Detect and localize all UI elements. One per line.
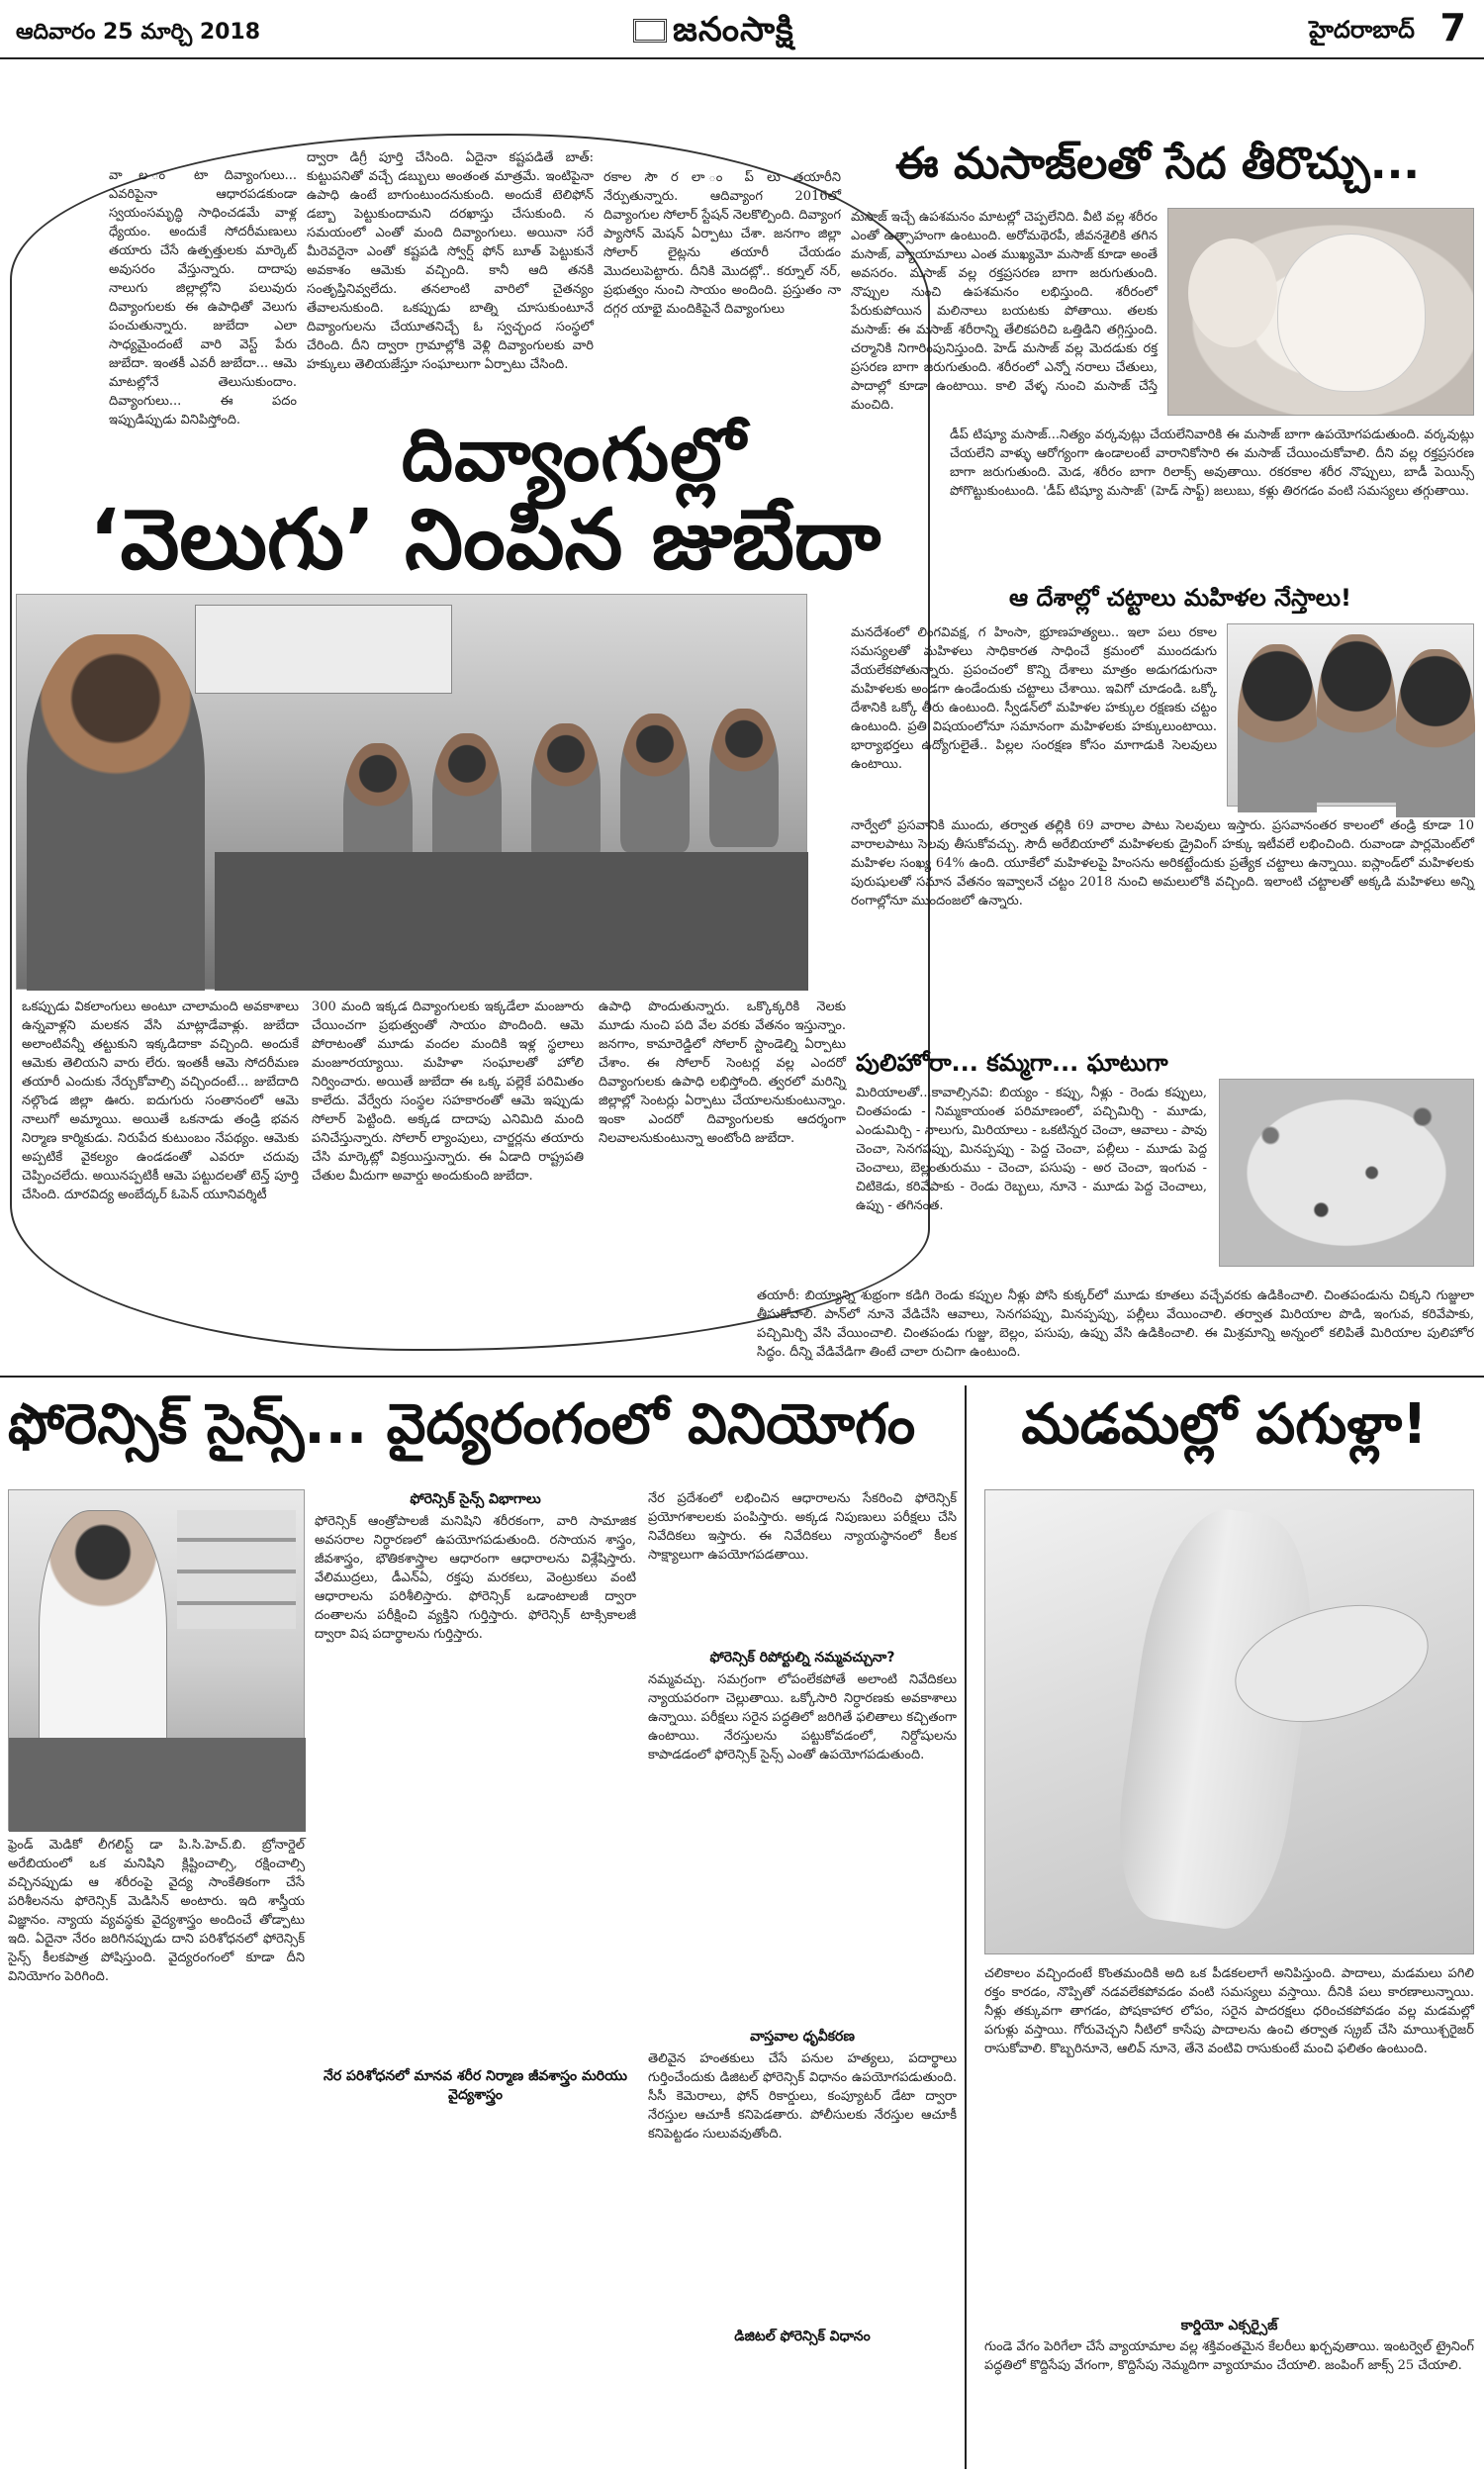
forensic-lab-photo [8,1489,305,1831]
edition-city: హైదరాబాద్ [1309,16,1415,44]
divyang-headline-line2: ‘వెలుగు’ నింపిన జుబేదా [88,491,881,588]
women-laws-headline: ఆ దేశాల్లో చట్టాలు మహిళల నేస్తాలు! [1009,584,1351,612]
forensic-col2 [315,1489,636,2469]
masthead-title: జనంసాక్షి [673,10,794,49]
pulihora-headline: పులిహోరా... కమ్మగా... ఘాటుగా [856,1049,1168,1077]
divyang-text-col6: ఉపాధి పొందుతున్నారు. ఒక్కొక్కరికి నెలకు మూడు నుంచి పది వేల వరకు వేతనం ఇస్తున్నాం. జనగాం, కామారెడ్డిలో సోలార్ స్టాండెల్ని ఏర్పాటు చేశాం. ఈ సోలార్ సెంటర్ల వల్ల ఎందరో దివ్యాంగులకు ఉపాధి లభిస్తోంది. త్వరలో మరిన్ని జిల్లాల్లో సెంటర్లు ఏర్పాటు చేయాలనుకుంటున్నాం. ఇంకా ఎందరో దివ్యాంగులకు ఆదర్శంగా నిలవాలనుకుంటున్నా అంటోంది జుబేదా. [599,1000,846,1146]
women-photo [1227,623,1474,807]
forensic-text-col3: నేర ప్రదేశంలో లభించిన ఆధారాలను సేకరించి ఫోరెన్సిక్ ప్రయోగశాలలకు పంపిస్తారు. అక్కడ నిపుణులు పరీక్షలు చేసి నివేదికలు ఇస్తారు. ఈ నివేదికలు న్యాయస్థానంలో కీలక సాక్ష్యాలుగా ఉపయోగపడతాయి. [648,1491,957,1563]
massage-text-1: మసాజ్ ఇచ్చే ఉపశమనం మాటల్లో చెప్పలేనిది. వీటి వల్ల శరీరం ఎంతో ఉత్సాహంగా ఉంటుంది. అరోమథెరపీ, జీవనశైలికి తగిన మసాజ్, వ్యాయామాలు ఎంత ముఖ్యమో మసాజ్ కూడా అంతే అవసరం. మసాజ్ వల్ల రక్తప్రసరణ బాగా జరుగుతుంది. నొప్పుల నుంచి ఉపశమనం లభిస్తుంది. శరీరంలో పేరుకుపోయిన మలినాలు బయటకు పోతాయి. తలకు మసాజ్: ఈ మసాజ్ శరీరాన్ని తేలికపరిచి ఒత్తిడిని తగ్గిస్తుంది. చర్మానికి నిగారింపునిస్తుంది. హెడ్ మసాజ్ వల్ల మెదడుకు రక్త ప్రసరణ బాగా జరుగుతుంది. శరీరంలో ఎన్నో నరాలు చేతులు, పాదాల్లో కూడా ఉంటాయి. కాలి వేళ్ళ నుంచి మసాజ్ చేస్తే మంచిది. [851,210,1158,413]
women-laws-text-1: మనదేశంలో లింగవివక్ష, గ హింసా, భ్రూణహత్యలు.. ఇలా పలు రకాల సమస్యలతో మహిళలు సాధికారత సాధించే క్రమంలో ముందడుగు వేయలేకపోతున్నారు. ప్రపంచంలో కొన్ని దేశాలు మాత్రం అడుగడుగునా మహిళలకు అండగా ఉండేందుకు చట్టాలు చేశాయి. ఇవిగో చూడండి. ఒక్కో దేశానికి ఒక్కో తీరు ఉంటుంది. స్వీడన్‌లో మహిళల హక్కుల రక్షణకు చట్టం ఉంటుంది. ప్రతి విషయంలోనూ సమానంగా మహిళలకు హక్కులుంటాయి. భార్యాభర్తలు ఉద్యోగులైతే.. పిల్లల సంరక్షణ కోసం మాగాడుకి సెలవులు ఉంటాయి. [851,625,1217,772]
divyang-text-col5: 300 మంది ఇక్కడ దివ్యాంగులకు ఇక్కడేలా మంజూరు చేయించగా ప్రభుత్వంతో సాయం పొందింది. ఆమె పోరాటంతో మూడు వందల మందికి ఇళ్ల స్థలాలు మంజూరయ్యాయి. మహిళా సంఘాలతో హోలి నిర్వించారు. అయితే జుబేదా ఈ ఒక్క పల్లెకే పరిమితం కాలేదు. వేర్వేరు సంస్థల సహకారంతో ఆమె ఇప్పుడు సోలార్ పెట్టింది. అక్కడ దాదాపు ఎనిమిది మంది పనిచేస్తున్నారు. సోలార్ ల్యాంపులు, చార్జర్లను తయారు చేసి మార్కెట్లో విక్రయిస్తున్నారు. ఈ ఏడాది రాష్ట్రపతి చేతుల మీదుగా అవార్డు అందుకుంది జుబేదా. [312,1000,584,1184]
logo-icon [633,19,667,43]
divyang-text-col3: రకాల సౌ ర లా ం ప్ లు తయారీని నేర్పుతున్నారు. ఆదివ్యాంగ 2016లో దివ్యాంగుల సోలార్ స్టేషన్ నెలకొల్పింది. దివ్యాంగ ప్యాసోన్ మెషన్ ఏర్పాటు చేశా. జనగాం జిల్లా సోలార్ లైట్లను తయారీ చేయడం మొదలుపెట్టారు. దీనికి మొదట్లో.. కర్నూల్ నర్, ప్రభుత్వం నుంచి సాయం అందింది. ప్రస్తుతం నా దగ్గర యాభై మందికిపైనే దివ్యాంగులు [603,170,841,317]
photo-face [1277,234,1426,392]
column-divider [965,1385,967,2469]
photo-worker [432,733,502,872]
photo-shelves [177,1510,296,1629]
feet-text-2: గుండె వేగం పెరిగేలా చేసే వ్యాయామాల వల్ల శక్తివంతమైన కేలరీలు ఖర్చవుతాయి. ఇంటర్వెల్ ట్రైనింగ్ పద్ధతిలో కొద్దిసేపు వేగంగా, కొద్దిసేపు నెమ్మదిగా వ్యాయామం చేయాలి. జంపింగ్ జాక్స్ 25 చేయాలి. [984,2339,1474,2373]
feet-photo [984,1489,1474,1954]
photo-woman-figure [1238,644,1317,812]
photo-hand [1188,238,1277,347]
pulihora-text-2: తయారీ: బియ్యాన్ని శుభ్రంగా కడిగి రెండు కప్పుల నీళ్లు పోసి కుక్కర్‌లో మూడు కూతలు వచ్చేవరకు ఉడికించాలి. చింతపండును చిక్కని గుజ్జులా తీసుకోవాలి. పాన్‌లో నూనె వేడిచేసి ఆవాలు, సెనగపప్పు, మినప్పప్పు, పల్లీలు వేయించాలి. తర్వాత మిరియాల పొడి, ఇంగువ, కరివేపాకు, పచ్చిమిర్చి వేసి వేయించాలి. చింతపండు గుజ్జు, బెల్లం, పసుపు, ఉప్పు వేసి ఉడికించాలి. ఈ మిశ్రమాన్ని అన్నంలో కలిపితే మిరియాల పులిహోర సిద్ధం. దీన్ని వేడివేడిగా తింటే చాలా రుచిగా ఉంటుంది. [757,1288,1474,1360]
forensic-subhead-5: డిజిటల్ ఫోరెన్సిక్ విధానం [734,2329,871,2344]
divyang-text-col1: వా ల ం టా దివ్యాంగులు... ఎవరిపైనా ఆధారపడకుండా స్వయంసమృద్ధి సాధించడమే వాళ్ల ధ్యేయం. అందుకే సోదరీమణులు తయారు చేసే ఉత్పత్తులకు మార్కెట్ అవుసరం వేస్తున్నారు. దాదాపు నాలుగు జిల్లాల్లోని పలువురు దివ్యాంగులకు ఈ ఉపాధితో వెలుగు పంచుతున్నారు. జుబేదా ఎలా సాధ్యమైందంటే వారి వెస్ట్ పేరు జుబేదా. ఇంతకీ ఎవరీ జుబేదా... ఆమె మాటల్లోనే తెలుసుకుందాం. దివ్యాంగులు... ఈ పదం ఇప్పుడిప్పుడు వినిపిస్తోంది. [109,168,297,428]
divyang-text-col2: ద్వారా డిగ్రీ పూర్తి చేసింది. ఏదైనా కష్టపడితే బాత్: కుట్టుపనితో వచ్చే డబ్బులు అంతంత మాత్రమే. ఇంటిపైనా ఉపాధి ఉంటే బాగుంటుందనుకుంది. అందుకే టెలిఫోన్ డబ్బా పెట్టుకుందామని దరఖాస్తు చేసుకుంది. న సమయంలో ఎంతో మంది దివ్యాంగులు. అయినా సరే మీరెవరైనా ఎంతో కష్టపడి స్వోర్ష్ ఫోన్ బూత్ పెట్టుకునే అవకాశం ఆమెకు వచ్చింది. కానీ ఆది తనకి సంతృప్తినివ్వలేదు. తనలాంటి వారిలో చైతన్యం తేవాలనుకుంది. ఒకప్పుడు బాత్ని చూసుకుంటూనే దివ్యాంగులను చేయూతనిచ్చే ఓ స్వచ్ఛంద సంస్థలో చేరింది. దీని ద్వారా గ్రామాల్లోకి వెళ్లి దివ్యాంగులకు వారి హక్కులు తెలియజేస్తూ సంఘాలుగా ఏర్పాటు చేసింది. [307,150,594,372]
forensic-subhead-4: వాస్తవాల ధృవీకరణ [750,2029,855,2045]
forensic-text-col2: ఫోరెన్సిక్ ఆంత్రోపాలజీ మనిషిని శరీరకంగా, వారి సామాజిక అవసరాల నిర్ధారణలో ఉపయోగపడుతుంది. రసాయన శాస్త్రం, జీవశాస్త్రం, భౌతికశాస్త్రాల ఆధారంగా ఆధారాలను విశ్లేషిస్తారు. వేలిముద్రలు, డీఎన్‌ఏ, రక్తపు మరకలు, వెంట్రుకలు వంటి ఆధారాలను పరిశీలిస్తారు. ఫోరెన్సిక్ ఒడాంటాలజీ ద్వారా దంతాలను పరీక్షించి వ్యక్తిని గుర్తిస్తారు. ఫోరెన్సిక్ టాక్సికాలజీ ద్వారా విష పదార్థాలను గుర్తిస్తారు. [315,1514,636,1642]
feet-text-1: చలికాలం వచ్చిందంటే కొంతమందికి అది ఒక పీడకలలాగే అనిపిస్తుంది. పాదాలు, మడమలు పగిలి రక్తం కారడం, నొప్పితో నడవలేకపోవడం వంటి సమస్యలు వస్తాయి. దీనికి పలు కారణాలున్నాయి. నీళ్లు తక్కువగా తాగడం, పోషకాహార లోపం, సరైన పాదరక్షలు ధరించకపోవడం వల్ల మడమల్లో పగుళ్లు వస్తాయి. గోరువెచ్చని నీటిలో కాసేపు పాదాలను ఉంచి తర్వాత స్క్రబ్ చేసి మాయిశ్చరైజర్ రాసుకోవాలి. కొబ్బరినూనె, ఆలివ్ నూనె, తేనె వంటివి రాసుకుంటే మంచి ఫలితం ఉంటుంది. [984,1966,1474,2056]
forensic-subhead-3: ఫోరెన్సిక్ రిపోర్టుల్ని నమ్మవచ్చునా? [709,1650,895,1666]
photo-worker [531,723,601,862]
divyang-text-col4: ఒకప్పుడు వికలాంగులు అంటూ చాలామంది అవకాశాలు ఉన్నవాళ్లని మలకన వేసి మాట్లాడేవాళ్లు. జుబేదా అలాంటివన్నీ తట్టుకుని ఇక్కడిదాకా వచ్చింది. అందుకే ఆమెకు తెలియని వారు లేరు. ఇంతకీ ఆమె సోదరీమణ తయారీ ఎందుకు నేర్చుకోవాల్సి వచ్చిందంటే... జుబేదాది నల్గొండ జిల్లా ఊరు. ఐదుగురు సంతానంలో ఆమె నాలుగో అమ్మాయి. అయితే ఒకనాడు తండ్రి భవన నిర్మాణ కార్మికుడు. నిరుపేద కుటుంబం నేపథ్యం. ఆమెకు అప్పటికే వైకల్యం ఉండడంతో ఎవరూ చదువు చెప్పించలేదు. అయినప్పటికీ ఆమె పట్టుదలతో టెన్త్ పూర్తి చేసింది. దూరవిద్య అంబేద్కర్ ఓపెన్ యూనివర్శిటీ [22,1000,299,1202]
photo-woman-figure [27,634,205,991]
photo-woman-figure [1317,634,1396,803]
page-number: 7 [1439,6,1466,49]
forensic-subhead-1: ఫోరెన్సిక్ సైన్స్ విభాగాలు [410,1491,541,1507]
forensic-text-col5: తెలివైన హంతకులు చేసే పనుల హత్యలు, పదార్థాలు గుర్తించేందుకు డిజిటల్ ఫోరెన్సిక్ విధానం ఉపయోగపడుతుంది. సీసీ కెమెరాలు, ఫోన్ రికార్డులు, కంప్యూటర్ డేటా ద్వారా నేరస్తుల ఆచూకీ కనిపెడతారు. పోలీసులకు నేరస్తుల ఆచూకీ కనిపెట్టడం సులువవుతోంది. [648,2051,957,2142]
feet-headline: మడమల్లో పగుళ్లా! [1021,1392,1428,1457]
massage-photo [1167,208,1474,416]
pulihora-photo [1219,1079,1474,1267]
photo-worker [620,714,690,852]
photo-banner [195,605,452,694]
massage-headline: ఈ మసాజ్‌లతో సేద తీరొచ్చు... [894,139,1421,189]
women-laws-text-2: నార్వేలో ప్రసవానికి ముందు, తర్వాత తల్లికి 69 వారాల పాటు సెలవులు ఇస్తారు. ప్రసవానంతర కాలంలో తండ్రి కూడా 10 వారాలపాటు సెలవు తీసుకోవచ్చు. సౌదీ అరేబియాలో మహిళలకు డ్రైవింగ్ హక్కు ఇటీవలే లభించింది. రువాండా పార్లమెంట్‌లో మహిళల సంఖ్య 64% ఉంది. యూకేలో మహిళలపై హింసను అరికట్టేందుకు ప్రత్యేక చట్టాలు ఉన్నాయి. ఐస్లాండ్‌లో మహిళలకు పురుషులతో సమాన వేతనం ఇవ్వాలనే చట్టం 2018 నుంచి అమలులోకి వచ్చింది. ఇలాంటి చట్టాలతో అక్కడి మహిళలు అన్ని రంగాల్లోనూ ముందంజలో ఉన్నారు. [851,818,1474,908]
pulihora-text-1: మిరియాలతో...కావాల్సినవి: బియ్యం - కప్పు, నీళ్లు - రెండు కప్పులు, చింతపండు - నిమ్మకాయంత పరిమాణంలో, పచ్చిమిర్చి - మూడు, ఎండుమిర్చి - నాలుగు, మిరియాలు - ఒకటిన్నర చెంచా, ఆవాలు - పావు చెంచా, సెనగపప్పు, మినప్పప్పు - పెద్ద చెంచా, పల్లీలు - మూడు పెద్ద చెంచాలు, బెల్లంతురుము - చెంచా, పసుపు - అర చెంచా, ఇంగువ - చిటికెడు, కరివేపాకు - రెండు రెబ్బలు, నూనె - మూడు పెద్ద చెంచాలు, ఉప్పు - తగినంత. [856,1086,1207,1213]
forensic-text-col1: ఫ్రెండ్ మెడికో లీగలిస్ట్ డా పి.సి.హెచ్.బి. బ్రోనార్డెల్ అరేబియంలో ఒక మనిషిని క్లిష్టించాల్సి, రక్షించాల్సి వచ్చినప్పుడు ఆ శరీరంపై వైద్య సాంకేతికంగా చేసే పరిశీలనను ఫోరెన్సిక్ మెడిసిన్ అంటారు. ఇది శాస్త్రీయ విజ్ఞానం. న్యాయ వ్యవస్థకు వైద్యశాస్త్రం అందించే తోడ్పాటు ఇది. ఏదైనా నేరం జరిగినప్పుడు దాని పరిశోధనలో ఫోరెన్సిక్ సైన్స్ కీలకపాత్ర పోషిస్తుంది. వైద్యరంగంలో కూడా దీని వినియోగం పెరిగింది. [8,1838,305,1984]
massage-text-2: డీప్ టిష్యూ మసాజ్...నిత్యం వర్కవుట్లు చేయలేనివారికి ఈ మసాజ్ బాగా ఉపయోగపడుతుంది. వర్కవుట్లు చేయలేని వాళ్ళు ఆరోగ్యంగా ఉండాలంటే వారానికోసారి ఈ మసాజ్ చేయించుకోవాలి. దీని వల్ల రక్తప్రసరణ బాగా జరుగుతుంది. మెడ, శరీరం బాగా రిలాక్స్ అవుతాయి. రకరకాల శరీర నొప్పులు, బాడీ పెయిన్స్ పోగొట్టుకుంటుంది. 'డీప్ టిష్యూ మసాజ్' (హెడ్ సాఫ్ట్) జలుబు, కళ్లు తిరగడం వంటి సమస్యలు తగ్గుతాయి. [950,428,1474,499]
forensic-col3 [648,1489,957,2469]
section-divider [0,1376,1484,1378]
photo-woman-figure [1396,649,1475,817]
masthead [633,10,794,57]
divyang-headline-line1: దివ్యాంగుల్లో [401,413,747,498]
forensic-subhead-2: నేర పరిశోధనలో మానవ శరీర నిర్మాణ జీవశాస్త్రం మరియు వైద్యశాస్త్రం [324,2068,627,2103]
photo-lab-bench [9,1738,306,1832]
issue-date: ఆదివారం 25 మార్చి 2018 [16,20,261,45]
forensic-text-col4: నమ్మవచ్చు. సమగ్రంగా లోపంలేకపోతే అలాంటి నివేదికలు న్యాయపరంగా చెల్లుతాయి. ఒక్కోసారి నిర్ధారణకు అవకాశాలు ఉన్నాయి. పరీక్షలు సరైన పద్ధతిలో జరిగితే ఫలితాలు కచ్చితంగా ఉంటాయి. నేరస్తులను పట్టుకోవడంలో, నిర్దోషులను కాపాడడంలో ఫోరెన్సిక్ సైన్స్ ఎంతో ఉపయోగపడుతుంది. [648,1672,957,1762]
workshop-photo [16,594,807,990]
forensic-headline: ఫోరెన్సిక్ సైన్స్... వైద్యరంగంలో వినియోగం [8,1392,916,1457]
page-header [0,0,1484,59]
photo-worker [709,709,779,847]
photo-worktable [215,852,808,991]
feet-subhead: కార్డియో ఎక్సర్సైజ్ [1180,2318,1278,2333]
